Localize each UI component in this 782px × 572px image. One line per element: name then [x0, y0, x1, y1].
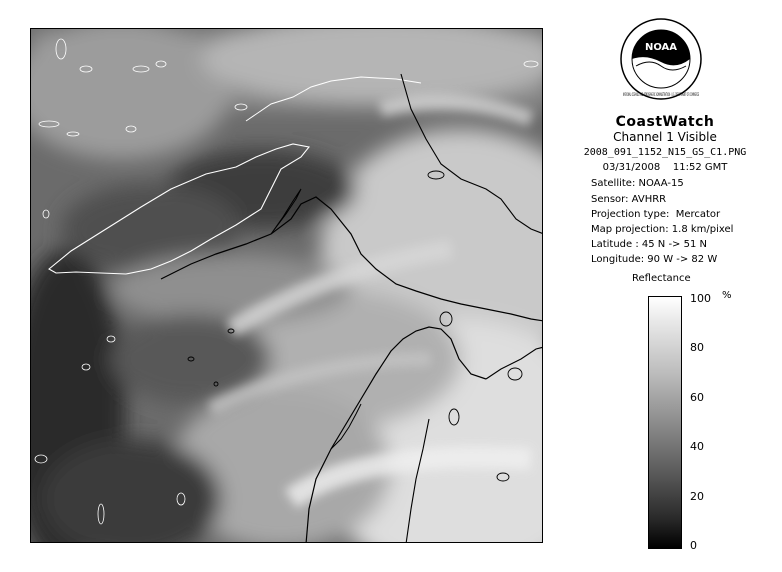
- noaa-logo-text: NOAA: [644, 42, 678, 53]
- colorbar-tick-label: 20: [690, 489, 704, 503]
- colorbar-tick-label: 0: [690, 539, 697, 552]
- meta-longitude: Longitude: 90 W -> 82 W: [591, 254, 718, 265]
- colorbar-tick-label: 80: [690, 341, 704, 355]
- capture-datetime: 03/31/2008 11:52 GMT: [602, 162, 728, 173]
- satellite-image-map: [30, 28, 543, 543]
- reflectance-colorbar: [648, 296, 682, 549]
- meta-map-projection: Map projection: 1.8 km/pixel: [591, 224, 734, 235]
- colorbar-tick-label: 60: [690, 390, 704, 404]
- meta-sensor: Sensor: AVHRR: [591, 194, 667, 205]
- meta-projection-type: Projection type: Mercator: [591, 209, 721, 220]
- noaa-logo-ring-text: NATIONAL OCEANIC AND ATMOSPHERIC ADMINISTRATION · U.S. DEPARTMENT OF COMMERCE: [623, 92, 700, 97]
- meta-satellite: Satellite: NOAA-15: [591, 178, 684, 189]
- channel-label: Channel 1 Visible: [613, 130, 717, 144]
- legend-title: Reflectance: [632, 273, 691, 284]
- app-title: CoastWatch: [615, 114, 715, 130]
- image-filename: 2008_091_1152_N15_GS_C1.PNG: [583, 147, 747, 158]
- map-canvas: [31, 29, 543, 543]
- noaa-logo-icon: [620, 18, 702, 100]
- meta-latitude: Latitude : 45 N -> 51 N: [591, 239, 707, 250]
- colorbar-tick-label: 40: [690, 440, 704, 454]
- colorbar-unit: %: [722, 290, 732, 301]
- colorbar-tick-label: 100: [690, 292, 711, 305]
